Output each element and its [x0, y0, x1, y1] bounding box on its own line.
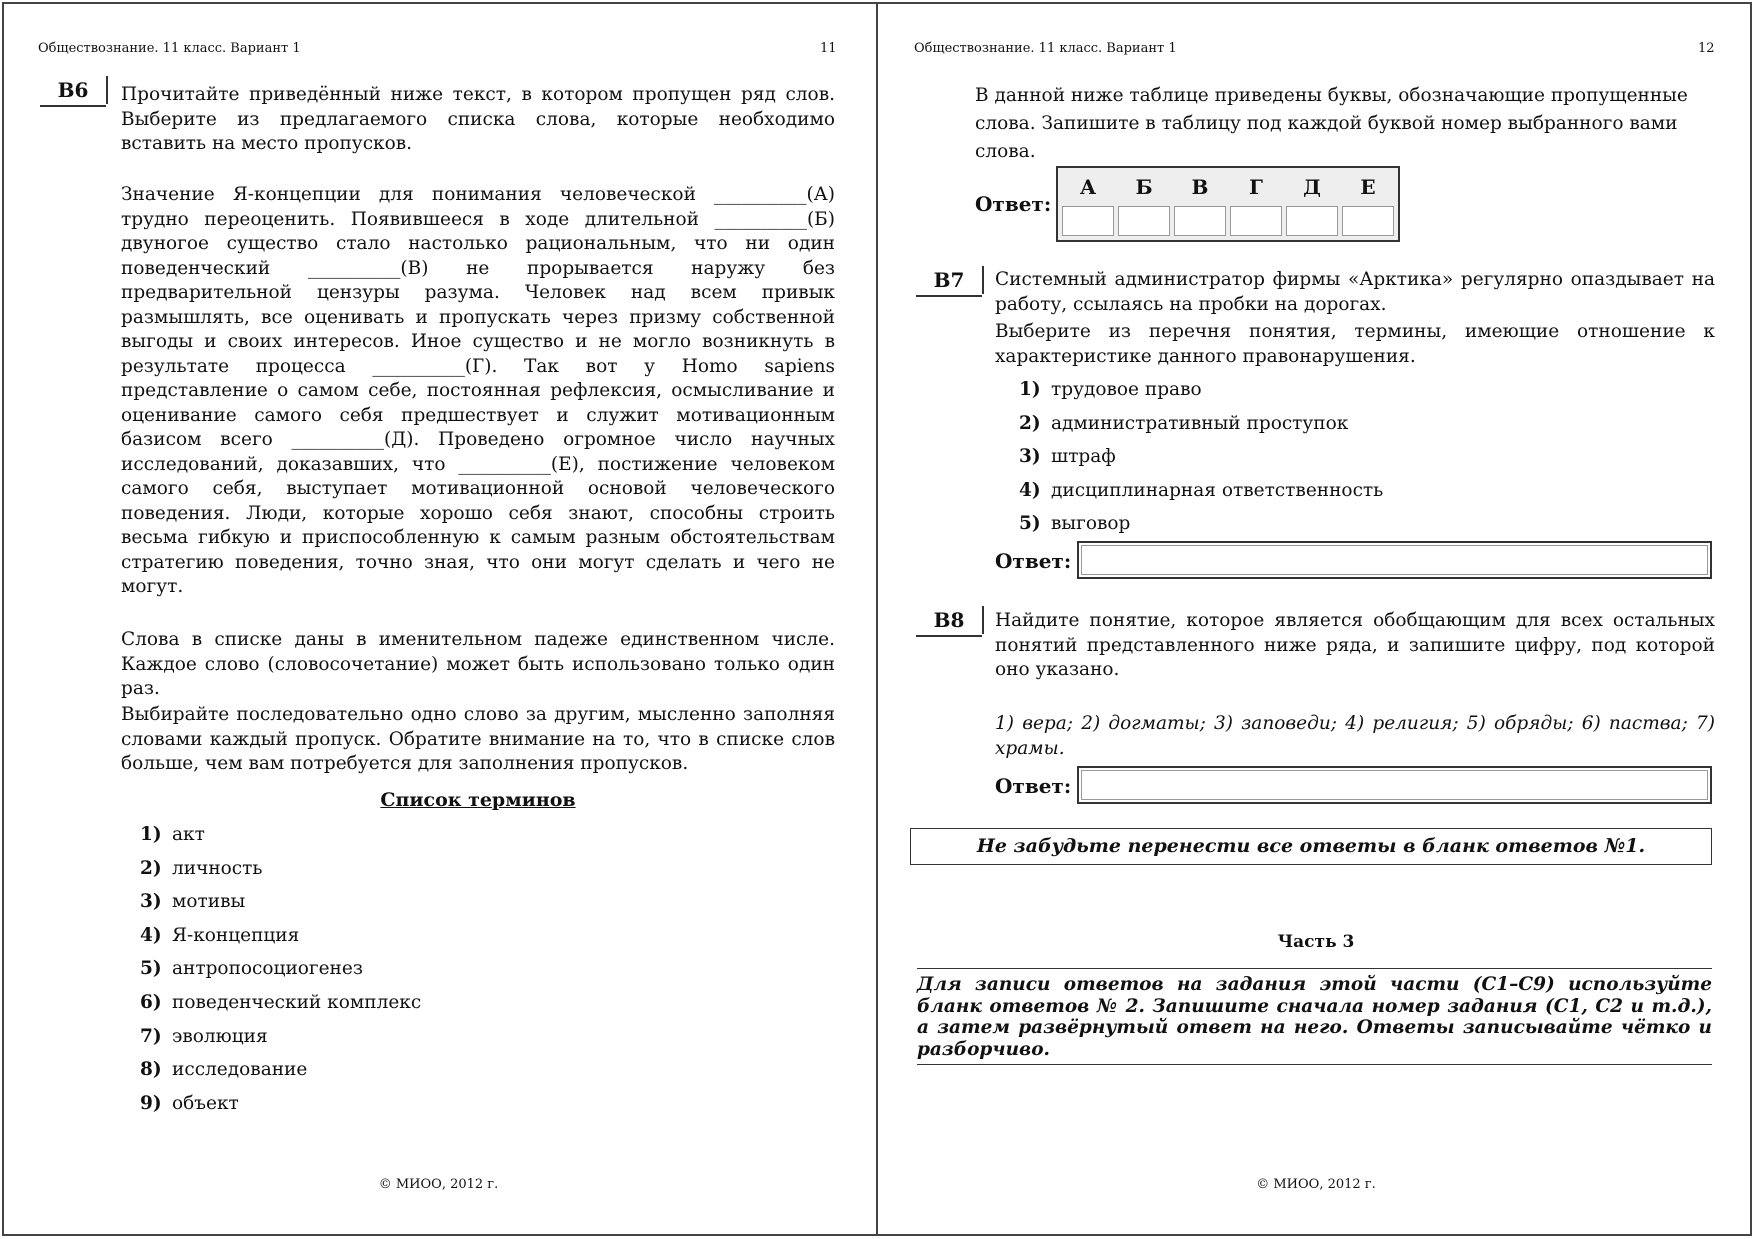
list-item: 5) выговор [1019, 513, 1131, 535]
b7-text-1: Системный администратор фирмы «Арктика» регулярно опаздывает на работу, ссылаясь на пробки на дорогах. [995, 269, 1715, 315]
list-item: 3) штраф [1019, 446, 1116, 468]
task-label-bar [982, 266, 984, 294]
task-label-bar [982, 606, 984, 634]
passage-text: Значение Я-концепции для понимания человеческой __________(А) трудно переоценить. Появившееся в ходе длительной __________(Б) двуногое существо стало настолько рациональным, что ни один поведенческий __________(В) не прорывается наружу без предварительной цензуры разума. Человек над всем привык размышлять, все оценивать и пропускать через призму собственной выгоды и своих интересов. Иное существо и не могло возникнуть в результате процесса __________(Г). Так вот у Homo sapiens представление о самом себе, постоянная рефлексия, осмысливание и оценивание самого себя предшествует и служит мотивационным базисом всего __________(Д). Проведено огромное число научных исследований, доказавших, что __________(Е), постижение человеком самого себя, выступает мотивационной основой человеческого поведения. Люди, которые хорошо себя знают, способны строить весьма гибкую и приспособленную к самым разным обстоятельствам стратегию поведения, точно зная, что они могут сделать и чего не могут. [121, 184, 835, 597]
b7-text-2: Выберите из перечня понятия, термины, имеющие отношение к характеристике данного правонарушения. [995, 321, 1715, 367]
b8-answer-field[interactable] [1077, 766, 1712, 804]
letter-b: Б [1135, 175, 1153, 199]
answer-label: Ответ: [995, 774, 1072, 798]
table-intro: В данной ниже таблице приведены буквы, обозначающие пропущенные слова. Запишите в таблицу под каждой буквой номер выбранного вами слова. [975, 85, 1688, 162]
rule-top [917, 968, 1712, 969]
list-item: 6) поведенческий комплекс [140, 991, 422, 1013]
answer-table [1056, 166, 1400, 242]
letter-v: В [1191, 175, 1209, 199]
list-item: 2) личность [140, 857, 263, 879]
part3-title: Часть 3 [1277, 932, 1355, 952]
letter-a: А [1079, 175, 1097, 199]
answer-cell[interactable] [1118, 206, 1170, 236]
letter-d: Д [1303, 175, 1321, 199]
answer-cell[interactable] [1342, 206, 1394, 236]
list-item: 7) эволюция [140, 1025, 268, 1047]
page-header: Обществознание. 11 класс. Вариант 1 [914, 41, 1177, 56]
reminder-box: Не забудьте перенести все ответы в бланк ответов №1. [910, 828, 1712, 865]
b8-concept-row: 1) вера; 2) догматы; 3) заповеди; 4) религия; 5) обряды; 6) паства; 7) храмы. [995, 713, 1715, 759]
b8-text: Найдите понятие, которое является обобщающим для всех остальных понятий представленного ниже ряда, и запишите цифру, под которой оно указано. [995, 610, 1715, 680]
letter-e: Е [1360, 175, 1376, 199]
answer-label: Ответ: [975, 192, 1052, 216]
page-header: Обществознание. 11 класс. Вариант 1 [38, 41, 301, 56]
page-footer: © МИОО, 2012 г. [1256, 1177, 1376, 1192]
answer-label: Ответ: [995, 549, 1072, 573]
b7-answer-field[interactable] [1077, 541, 1712, 579]
list-item: 8) исследование [140, 1059, 308, 1081]
list-item: 2) административный проступок [1019, 412, 1349, 434]
answer-cell[interactable] [1174, 206, 1226, 236]
list-item: 1) трудовое право [1019, 379, 1202, 400]
letter-g: Г [1249, 175, 1263, 199]
instructions-1: Слова в списке даны в именительном падеже единственном числе. Каждое слово (словосочетание) может быть использовано только один раз. [121, 629, 835, 699]
answer-cell[interactable] [1230, 206, 1282, 236]
list-item: 9) объект [140, 1092, 239, 1114]
task-label-b8: B8 [916, 608, 982, 637]
rule-bottom [917, 1064, 1712, 1065]
task-label-b6: B6 [40, 78, 106, 107]
page-number: 11 [820, 41, 837, 56]
list-item: 4) Я-концепция [140, 924, 300, 946]
term-list [140, 818, 421, 1120]
task-intro: Прочитайте приведённый ниже текст, в котором пропущен ряд слов. Выберите из предлагаемого списка слова, которые необходимо вставить на место пропусков. [121, 84, 835, 154]
list-item: 3) мотивы [140, 891, 246, 913]
instructions-2: Выбирайте последовательно одно слово за другим, мысленно заполняя словами каждый пропуск. Обратите внимание на то, что в списке слов больше, чем вам потребуется для заполнения пропусков. [121, 704, 835, 774]
part3-instructions: Для записи ответов на задания этой части (С1–С9) используйте бланк ответов № 2. Запишите сначала номер задания (С1, С2 и т.д.), а затем развёрнутый ответ на него. Ответы записывайте чётко и разборчиво. [917, 974, 1712, 1060]
page-divider [876, 2, 878, 1236]
task-label-bar [106, 76, 108, 104]
answer-cell[interactable] [1062, 206, 1114, 236]
page-number: 12 [1698, 41, 1715, 56]
b7-list [1019, 373, 1383, 541]
term-list-title: Список терминов [380, 789, 576, 811]
page-footer: © МИОО, 2012 г. [378, 1177, 499, 1192]
answer-cell[interactable] [1286, 206, 1338, 236]
list-item: 4) дисциплинарная ответственность [1019, 479, 1384, 501]
list-item: 1) акт [140, 824, 205, 845]
list-item: 5) антропосоциогенез [140, 958, 363, 980]
task-label-b7: B7 [916, 268, 982, 297]
